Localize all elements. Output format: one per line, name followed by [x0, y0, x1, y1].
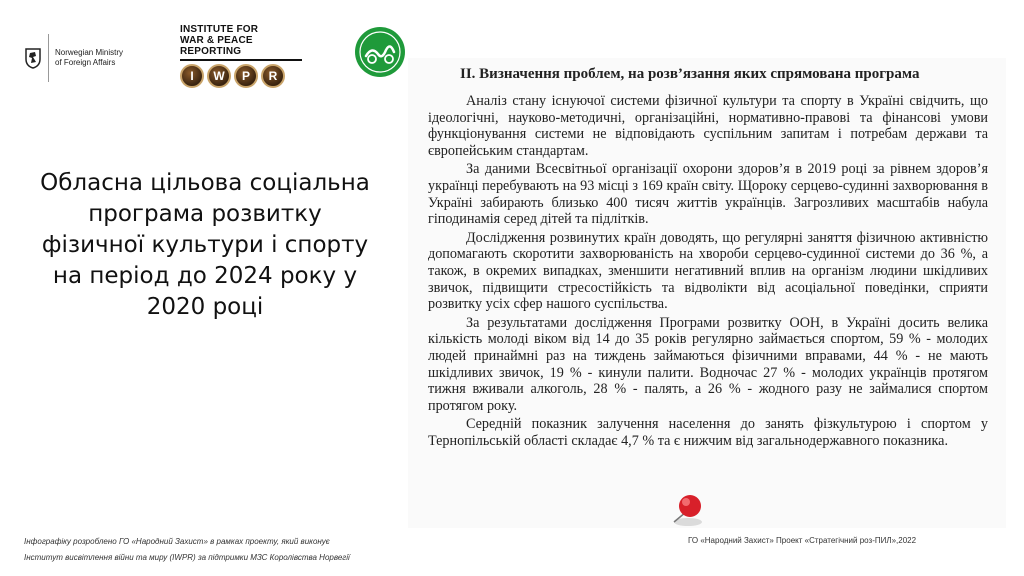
document-body: [428, 93, 988, 449]
iwpr-title-line-1: INSTITUTE FOR: [180, 24, 259, 35]
iwpr-logo: [180, 24, 310, 88]
credit-line-1: Інфографіку розроблено ГО «Народний Захист» в рамках проекту, який виконує: [24, 537, 330, 546]
infographic-credit: [24, 534, 350, 566]
document-scan: [408, 58, 1006, 528]
iwpr-coin-i: I: [180, 64, 204, 88]
iwpr-coin-w: W: [207, 64, 231, 88]
iwpr-title-line-2: WAR & PEACE REPORTING: [180, 35, 253, 57]
norway-line-1: Norwegian Ministry: [55, 48, 124, 57]
document-paragraph-2: За даними Всесвітньої організації охорони здоров’я в 2019 році за рівнем здоров’я українці перебувають на 93 місці з 169 країн світу. Щороку серцево-судинні захворювання в Україні забирають близько 400 тисяч життів українців. Загрозливих масштабів набула гіподинамія серед дітей та підлітків.: [428, 161, 988, 228]
norway-crest-icon: [24, 47, 42, 69]
document-paragraph-1: Аналіз стану існуючої системи фізичної культури та спорту в Україні свідчить, що ідеологічні, науково-методичні, організаційні, нормативно-правові та фінансові умови функціонування системи не відповідають суспільним запитам і потребам держави та європейським стандартам.: [428, 93, 988, 159]
document-paragraph-5: Середній показник залучення населення до занять фізкультурою і спортом у Тернопільській області складає 4,7 % та є нижчим від загальнодержавного показника.: [428, 416, 988, 449]
document-paragraph-3: Дослідження розвинутих країн доводять, що регулярні заняття фізичною активністю допомагають скоротити захворюваність на хвороби серцево-судинної системи до 36 %, а також, в окремих випадках, зменшити негативний вплив на організм людини шкідливих звичок, підвищити стресостійкість та відволікти від асоціальної поведінки, сприяти розвитку усіх сфер нашого суспільства.: [428, 229, 988, 313]
iwpr-coins: [180, 64, 310, 88]
norway-ministry-text: [55, 48, 123, 68]
document-paragraph-4: За результатами дослідження Програми розвитку ООН, в Україні досить велика кількість молоді віком від 14 до 35 років регулярно займається спортом, 59 % - молодих людей принаймні раз на тиждень займаються фізичними вправами, 44 % - не мають шкідливих звичок, 19 % - кинули палити. Водночас 27 % - молодих українців протягом тижня вживали алкоголь, 28 % - палять, а 26 % - жодного разу не займалися спортом протягом року.: [428, 314, 988, 414]
narodnyi-zakhyst-logo-icon: [354, 26, 406, 78]
project-footer: ГО «Народний Захист» Проект «Стратегічний роз-ПИЛ»,2022: [688, 536, 917, 545]
logo-divider: [48, 34, 49, 82]
document-heading: II. Визначення проблем, на розв’язання яких спрямована програма: [460, 66, 920, 82]
norway-line-2: of Foreign Affairs: [55, 58, 116, 67]
norway-ministry-logo: [24, 34, 123, 82]
pushpin-icon: [666, 492, 706, 530]
iwpr-coin-r: R: [261, 64, 285, 88]
credit-line-2: Інститут висвітлення війни та миру (IWPR) за підтримки МЗС Королівства Норвегії: [24, 553, 350, 562]
iwpr-coin-p: P: [234, 64, 258, 88]
iwpr-underline: [180, 59, 302, 61]
page-title: Обласна цільова соціальна програма розвитку фізичної культури і спорту на період до 2024 року у 2020 році: [40, 170, 370, 320]
